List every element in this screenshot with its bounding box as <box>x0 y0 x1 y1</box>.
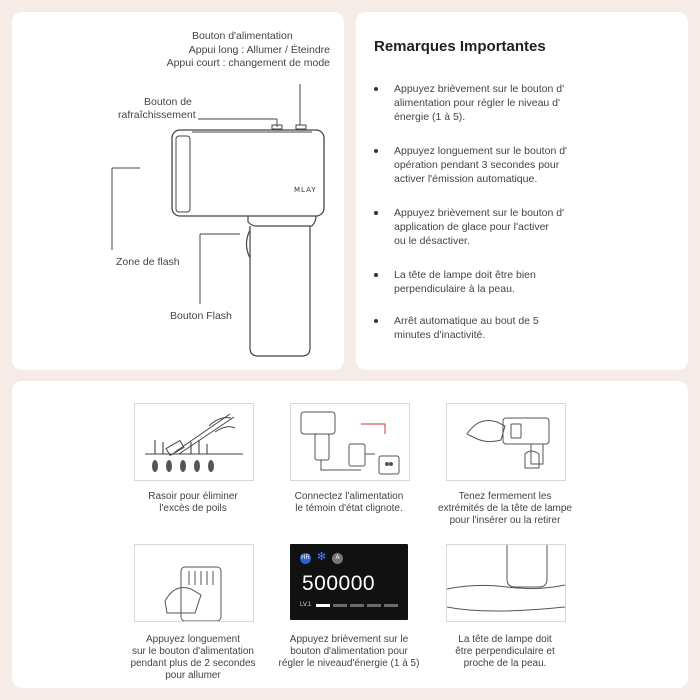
step-caption-line: proche de la peau. <box>463 658 547 669</box>
snowflake-icon: ✻ <box>316 551 327 563</box>
power-short-press-text: Appui court : changement de mode <box>166 57 330 69</box>
press-button-icon <box>135 545 253 621</box>
step-caption-line: Connectez l'alimentation <box>294 491 404 502</box>
step-caption-line: le témoin d'état clignote. <box>295 503 403 514</box>
device-head <box>172 130 324 216</box>
energy-level-segment <box>350 604 364 607</box>
note-item <box>374 314 574 342</box>
note-line: Appuyez brièvement sur le bouton d' <box>394 83 565 95</box>
note-line: opération pendant 3 secondes pour <box>394 159 560 171</box>
step-caption <box>108 634 278 682</box>
step-caption-line: être perpendiculaire et <box>455 646 555 657</box>
device-handle <box>250 226 310 356</box>
step-power-on-illustration <box>134 544 254 622</box>
step-caption-line: sur le bouton d'alimentation <box>132 646 254 657</box>
note-line: La tête de lampe doit être bien <box>394 269 536 281</box>
hand-holding-device-icon <box>447 404 565 480</box>
bullet-icon <box>374 211 378 215</box>
step-caption <box>420 491 590 527</box>
step-caption-line: l'excès de poils <box>159 503 227 514</box>
step-shave-illustration <box>134 403 254 481</box>
step-caption <box>264 491 434 515</box>
lamp-on-skin-icon <box>447 545 565 621</box>
note-item <box>374 206 574 248</box>
cooling-label-line2: rafraîchissement <box>118 109 196 121</box>
step-caption-line: régler le niveaud'énergie (1 à 5) <box>278 658 420 669</box>
bullet-icon <box>374 273 378 277</box>
note-line: énergie (1 à 5). <box>394 111 466 123</box>
note-line: ou le désactiver. <box>394 235 470 247</box>
note-item <box>374 144 574 186</box>
step-caption-line: Tenez fermement les <box>458 491 552 502</box>
step-caption-line: pour allumer <box>165 670 221 681</box>
cooling-label-line1: Bouton de <box>144 96 192 108</box>
note-line: alimentation pour régler le niveau d' <box>394 97 561 109</box>
hr-mode-badge: HR <box>300 553 311 564</box>
step-caption-line: La tête de lampe doit <box>458 634 552 645</box>
important-notes-panel <box>356 12 688 370</box>
epilator-device-drawing <box>12 12 344 370</box>
power-button-label: Bouton d'alimentation <box>192 30 293 42</box>
step-caption <box>264 634 434 670</box>
flash-button-label: Bouton Flash <box>170 310 232 322</box>
note-line: application de glace pour l'activer <box>394 221 549 233</box>
flash-counter: 500000 <box>302 572 376 595</box>
step-caption-line: Appuyez longuement <box>146 634 240 645</box>
energy-level-segment <box>384 604 398 607</box>
note-line: Appuyez brièvement sur le bouton d' <box>394 207 565 219</box>
note-line: activer l'émission automatique. <box>394 173 538 185</box>
note-line: perpendiculaire à la peau. <box>394 283 515 295</box>
step-caption-line: bouton d'alimentation pour <box>290 646 408 657</box>
note-line: minutes d'inactivité. <box>394 329 486 341</box>
energy-level-segment <box>333 604 347 607</box>
auto-mode-badge: A <box>332 553 343 564</box>
device-display-screen <box>290 544 408 620</box>
bullet-icon <box>374 319 378 323</box>
step-caption-line: Rasoir pour éliminer <box>148 491 238 502</box>
bullet-icon <box>374 87 378 91</box>
step-caption-line: Appuyez brièvement sur le <box>289 634 409 645</box>
note-item <box>374 82 574 124</box>
notes-title: Remarques Importantes <box>374 38 546 55</box>
step-lamp-head-illustration <box>446 403 566 481</box>
energy-level-segment <box>367 604 381 607</box>
step-caption-line: pendant plus de 2 secondes <box>130 658 256 669</box>
step-caption-line: pour l'insérer ou la retirer <box>449 515 561 526</box>
bullet-icon <box>374 149 378 153</box>
brand-logo: MLAY <box>294 186 317 194</box>
energy-level-label: LV.1 <box>300 602 312 608</box>
step-connect-illustration <box>290 403 410 481</box>
razor-icon <box>135 404 253 480</box>
usage-steps-panel <box>12 381 688 688</box>
step-caption <box>420 634 590 670</box>
step-skin-contact-illustration <box>446 544 566 622</box>
flash-window <box>176 136 190 212</box>
step-caption <box>108 491 278 515</box>
flash-zone-label: Zone de flash <box>116 256 180 268</box>
energy-level-segment <box>316 604 330 607</box>
power-adapter-icon <box>291 404 409 480</box>
handle-neck <box>248 216 316 226</box>
power-button <box>296 125 306 129</box>
step-caption-line: extrémités de la tête de lampe <box>438 503 572 514</box>
note-item <box>374 268 574 296</box>
note-line: Appuyez longuement sur le bouton d' <box>394 145 568 157</box>
note-line: Arrêt automatique au bout de 5 <box>394 315 539 327</box>
device-diagram-panel <box>12 12 344 370</box>
power-long-press-text: Appui long : Allumer / Éteindre <box>188 44 330 56</box>
